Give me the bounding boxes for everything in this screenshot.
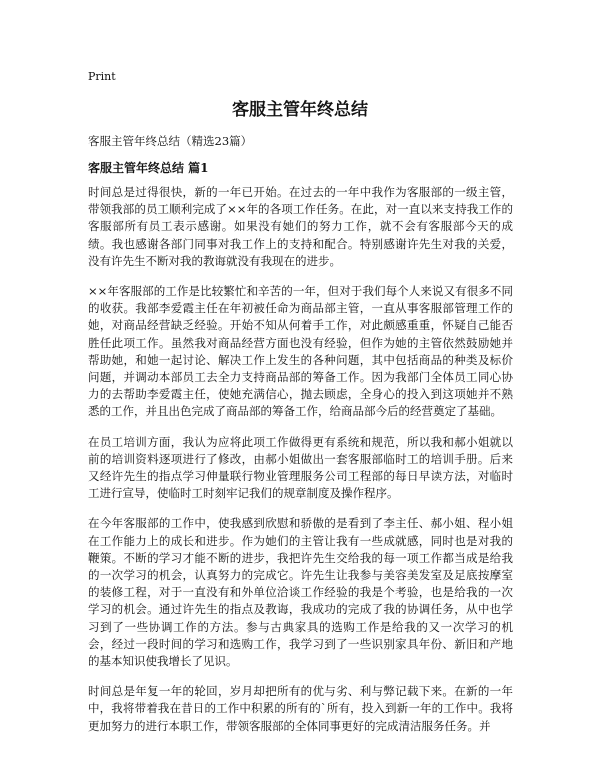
- print-link[interactable]: Print: [88, 70, 116, 83]
- body-paragraph: 在员工培训方面，我认为应将此项工作做得更有系统和规范，所以我和郝小姐就以前的培训资料逐项进行了修改，由郝小姐做出一套客服部临时工的培训手册。后来又经许先生的指点学习伸量联行物业管理服务公司工程部的每日早读方法，对临时工进行宣导，使临时工时刻牢记我们的规章制度及操作程序。: [88, 434, 513, 501]
- section-heading: 客服主管年终总结 篇1: [88, 161, 209, 175]
- body-paragraph: 在今年客服部的工作中，使我感到欣慰和骄傲的是看到了李主任、郝小姐、程小姐在工作能力上的成长和进步。作为她们的主管让我有一些成就感，同时也是对我的鞭策。不断的学习才能不断的进步，我把许先生交给我的每一项工作都当成是给我的一次学习的机会，认真努力的完成它。许先生让我参与美容美发室及足底按摩室的装修工程，对于一直没有和外单位洽谈工作经验的我是个考验，也是给我的一次学习的机会。通过许先生的指点及教诲，我成功的完成了我的协调任务，从中也学习到了一些协调工作的方法。参与古典家具的选购工作是给我的又一次学习的机会，经过一段时间的学习和选购工作，我学习到了一些识别家具年份、新旧和产地的基本知识使我增长了见识。: [88, 516, 513, 669]
- page-title: 客服主管年终总结: [232, 100, 368, 120]
- body-paragraph: 时间总是过得很快，新的一年已开始。在过去的一年中我作为客服部的一级主管，带领我部的员工顺利完成了××年的各项工作任务。在此，对一直以来支持我工作的客服部所有员工表示感谢。如果没有她们的努力工作，就不会有客服部今天的成绩。我也感谢各部门同事对我工作上的支持和配合。特别感谢许先生对我的关爱，没有许先生不断对我的教诲就没有我现在的进步。: [88, 185, 513, 268]
- document-body: [88, 184, 513, 748]
- body-paragraph: ××年客服部的工作是比较繁忙和辛苦的一年，但对于我们每个人来说又有很多不同的收获。我部李爱霞主任在年初被任命为商品部主管，一直从事客服部管理工作的她，对商品经营缺乏经验。开始不知从何着手工作，对此颇感重重，怀疑自己能否胜任此项工作。虽然我对商品经营方面也没有经验，但作为她的主管依然鼓励她并帮助她，和她一起讨论、解决工作上发生的各种问题，其中包括商品的种类及标价问题，并调动本部员工去全力支持商品部的筹备工作。因为我部门全体员工同心协力的去帮助李爱霞主任，使她充满信心，抛去顾虑，全身心的投入到这项她并不熟悉的工作，并且出色完成了商品部的筹备工作，给商品部今后的经营奠定了基础。: [88, 284, 513, 419]
- document-subtitle: 客服主管年终总结（精选23篇）: [88, 134, 253, 148]
- body-paragraph: 时间总是年复一年的轮回，岁月却把所有的优与劣、利与弊记载下来。在新的一年中，我将带着我在昔日的工作中积累的所有的`所有，投入到新一年的工作中。我将更加努力的进行本职工作，带领客服部的全体同事更好的完成清洁服务任务。并: [88, 684, 513, 733]
